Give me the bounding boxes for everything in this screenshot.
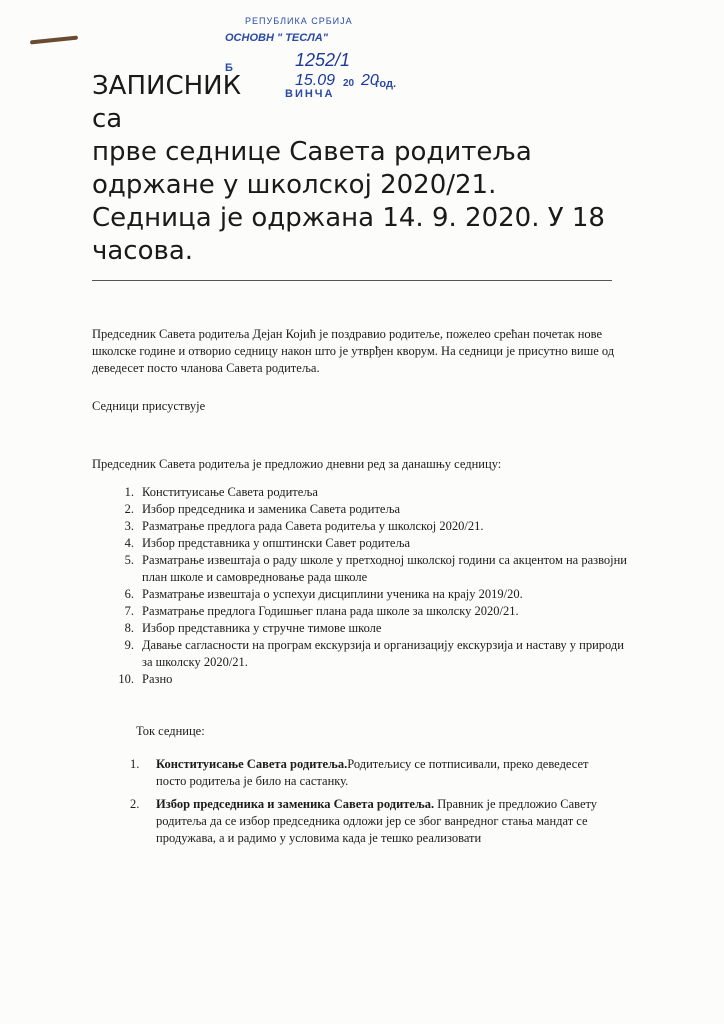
item-number: 1. <box>124 485 134 499</box>
item-text: Давање сагласности на програм екскурзија и организацију екскурзија и наставу у природи за школску 2020/21. <box>142 638 624 669</box>
title-line-5: Седница је одржана 14. 9. 2020. У 18 <box>92 203 605 233</box>
title-line-2: са <box>92 104 123 134</box>
document-title <box>92 70 612 268</box>
item-text: Избор представника у општински Савет родитеља <box>142 536 411 550</box>
title-line-4: одржане у школској 2020/21. <box>92 170 497 200</box>
item-number: 6. <box>124 587 134 601</box>
stamp-number-handwritten: 1252/1 <box>295 50 351 70</box>
item-text: Избор председника и заменика Савета родитеља <box>142 502 401 516</box>
item-body: Родитељису се потписивали, преко деведесет посто родитеља је било на састанку. <box>156 757 589 788</box>
list-item <box>92 535 632 552</box>
item-text <box>156 756 610 790</box>
list-item <box>92 552 632 586</box>
list-item <box>92 501 632 518</box>
list-item <box>92 671 632 688</box>
proceedings-heading: Ток седнице: <box>136 724 205 738</box>
item-number: 7. <box>124 604 134 618</box>
item-text: Избор представника у стручне тимове школе <box>142 621 382 635</box>
item-text: Разматрање предлога Годишњег плана рада школе за школску 2020/21. <box>142 604 519 618</box>
item-body: Правник је предложио Савету родитеља да се избор председника одложи јер се због ванредног стања мандат се продужава, а и радимо у условима када је тешко реализовати <box>156 797 598 845</box>
list-item <box>92 603 632 620</box>
proceedings-list <box>130 756 610 853</box>
item-number: 1. <box>130 757 140 771</box>
item-number: 9. <box>124 638 134 652</box>
stamp-line-3: Б <box>225 62 233 74</box>
item-number: 10. <box>118 672 134 686</box>
title-line-3: прве седнице Савета родитеља <box>92 137 532 167</box>
item-text: Разматрање извештаја о успехуи дисциплини ученика на крају 2019/20. <box>142 587 523 601</box>
stamp-line-2: ОСНОВН " ТЕСЛА" <box>225 32 328 44</box>
stamp-god: год. <box>375 78 397 90</box>
item-number: 2. <box>124 502 134 516</box>
list-item <box>130 756 610 790</box>
stamp-date-handwritten: 15.09 <box>295 72 336 89</box>
item-text: Разматрање предлога рада Савета родитеља у школској 2020/21. <box>142 519 484 533</box>
stamp-year-handwritten: 20 <box>361 72 379 89</box>
stamp-place: ВИНЧА <box>285 88 335 100</box>
item-text: Конституисање Савета родитеља <box>142 485 318 499</box>
intro-paragraph: Председник Савета родитеља Дејан Којић је поздравио родитеље, пожелео срећан почетак нове школске године и отворио седницу након што је утврђен кворум. На седници је присутно више од деведесет посто чланова Савета родитеља. <box>92 327 615 375</box>
list-item <box>92 620 632 637</box>
list-item <box>92 637 632 671</box>
item-number: 2. <box>130 797 140 811</box>
item-number: 8. <box>124 621 134 635</box>
stamp-year-prefix: 20 <box>343 78 355 89</box>
title-divider <box>92 280 612 281</box>
item-heading: Избор председника и заменика Савета родитеља. <box>156 797 435 811</box>
list-item <box>130 796 610 847</box>
item-text <box>156 796 610 847</box>
title-line-1: ЗАПИСНИК <box>92 71 242 101</box>
item-number: 5. <box>124 553 134 567</box>
item-number: 3. <box>124 519 134 533</box>
item-heading: Конституисање Савета родитеља. <box>156 757 348 771</box>
pen-mark <box>30 36 78 45</box>
item-number: 4. <box>124 536 134 550</box>
stamp-line-1: РЕПУБЛИКА СРБИЈА <box>245 16 353 26</box>
list-item <box>92 586 632 603</box>
list-item <box>92 484 632 501</box>
item-text: Разно <box>142 672 173 686</box>
attendance-paragraph: Седници присуствује <box>92 399 206 413</box>
agenda-list <box>92 484 632 688</box>
agenda-intro: Председник Савета родитеља је предложио дневни ред за данашњу седницу: <box>92 457 502 471</box>
item-text: Разматрање извештаја о раду школе у претходној школској години са акцентом на развојни план школе и самовредновање рада школе <box>142 553 627 584</box>
title-line-6: часова. <box>92 236 194 266</box>
list-item <box>92 518 632 535</box>
